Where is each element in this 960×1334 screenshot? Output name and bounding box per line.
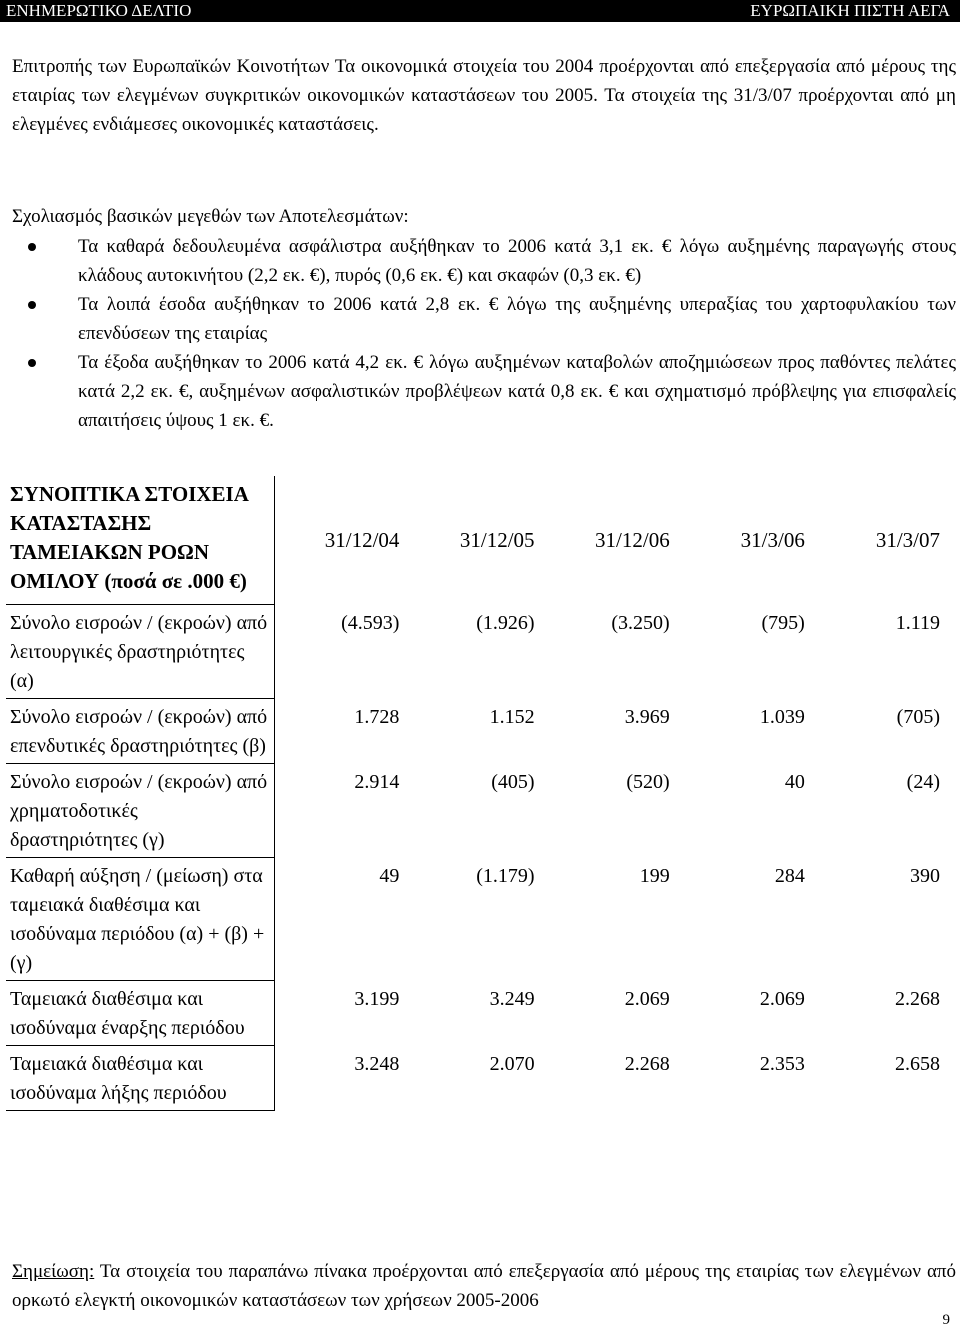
table-cell: 390 <box>910 864 940 887</box>
table-cell: 3.249 <box>489 987 535 1010</box>
table-cell: (520) <box>626 770 670 793</box>
table-cell: (405) <box>491 770 535 793</box>
table-cell: 1.152 <box>489 705 535 728</box>
table-cell: 1.039 <box>759 705 805 728</box>
row-label: Σύνολο εισροών / (εκροών) από επενδυτικές δραστηριότητες (β) <box>6 699 274 764</box>
list-item <box>12 290 956 348</box>
row-label: Σύνολο εισροών / (εκροών) από χρηματοδοτικές δραστηριότητες (γ) <box>6 764 274 858</box>
table-cell: (795) <box>761 611 805 634</box>
table-row <box>6 764 950 858</box>
table-cell: (24) <box>906 770 940 793</box>
table-cell: 40 <box>784 770 805 793</box>
note-text: Τα στοιχεία του παραπάνω πίνακα προέρχονται από επεξεργασία από μέρους της εταιρίας των ελεγμένων από ορκωτό ελεγκτή οικονομικών καταστάσεων των χρήσεων 2005-2006 <box>12 1261 956 1311</box>
column-header: 31/12/06 <box>595 527 670 552</box>
table-cell: (3.250) <box>611 611 670 634</box>
table-cell: 2.069 <box>624 987 670 1010</box>
table-row <box>6 981 950 1046</box>
table-cell: 2.070 <box>489 1052 535 1075</box>
table-cell: 2.069 <box>759 987 805 1010</box>
table-cell: 2.658 <box>895 1052 940 1075</box>
table-row <box>6 605 950 699</box>
table-title: ΣΥΝΟΠΤΙΚΑ ΣΤΟΙΧΕΙΑ ΚΑΤΑΣΤΑΣΗΣ ΤΑΜΕΙΑΚΩΝ ΡΟΩΝ ΟΜΙΛΟΥ (ποσά σε .000 €) <box>6 476 274 605</box>
row-label: Σύνολο εισροών / (εκροών) από λειτουργικές δραστηριότητες (α) <box>6 605 274 699</box>
cash-flow-table <box>6 476 950 1111</box>
page-number: 9 <box>942 1312 950 1328</box>
row-label: Ταμειακά διαθέσιμα και ισοδύναμα έναρξης περιόδου <box>6 981 274 1046</box>
table-cell: 2.353 <box>759 1052 805 1075</box>
row-label: Καθαρή αύξηση / (μείωση) στα ταμειακά διαθέσιμα και ισοδύναμα περιόδου (α) + (β) + (γ) <box>6 858 274 981</box>
list-item <box>12 232 956 290</box>
table-cell: 199 <box>639 864 670 887</box>
table-cell: 2.268 <box>624 1052 670 1075</box>
column-header: 31/3/06 <box>740 527 805 552</box>
table-cell: 3.248 <box>354 1052 400 1075</box>
table-cell: (4.593) <box>341 611 400 634</box>
list-item-text: Τα καθαρά δεδουλευμένα ασφάλιστρα αυξήθηκαν το 2006 κατά 3,1 εκ. € λόγω αυξημένης παραγωγής στους κλάδους αυτοκινήτου (2,2 εκ. €), πυρός (0,6 εκ. €) και σκαφών (0,3 εκ. €) <box>78 236 956 286</box>
comments-list <box>12 232 956 435</box>
table-cell: 284 <box>774 864 805 887</box>
list-item-text: Τα έξοδα αυξήθηκαν το 2006 κατά 4,2 εκ. € λόγω αυξημένων καταβολών αποζημιώσεων προς παθόντες πελάτες κατά 2,2 εκ. €, αυξημένων ασφαλιστικών προβλέψεων κατά 0,8 εκ. € και σχηματισμό πρόβλεψης για επισφαλείς απαιτήσεις ύψους 1 εκ. €. <box>78 352 956 431</box>
table-cell: 3.969 <box>624 705 670 728</box>
table-header-row <box>6 476 950 605</box>
comments-heading: Σχολιασμός βασικών μεγεθών των Αποτελεσμάτων: <box>12 206 409 227</box>
table-cell: (1.179) <box>476 864 535 887</box>
table-cell: (705) <box>896 705 940 728</box>
table-cell: 2.268 <box>895 987 940 1010</box>
table-note <box>12 1257 956 1315</box>
bullet-icon <box>28 301 36 309</box>
bullet-icon <box>28 359 36 367</box>
table-row <box>6 699 950 764</box>
table-cell: (1.926) <box>476 611 535 634</box>
table-cell: 49 <box>379 864 400 887</box>
table-cell: 1.728 <box>354 705 400 728</box>
table-cell: 1.119 <box>895 611 940 634</box>
note-label: Σημείωση: <box>12 1261 95 1282</box>
bullet-icon <box>28 243 36 251</box>
column-header: 31/12/04 <box>324 527 400 552</box>
running-header <box>0 0 960 22</box>
table-cell: 2.914 <box>354 770 400 793</box>
column-header: 31/12/05 <box>459 527 535 552</box>
header-right-title: ΕΥΡΩΠΑΙΚΗ ΠΙΣΤΗ ΑΕΓΑ <box>750 1 950 20</box>
intro-paragraph: Επιτροπής των Ευρωπαϊκών Κοινοτήτων Τα οικονομικά στοιχεία του 2004 προέρχονται από επεξεργασία από μέρους της εταιρίας των ελεγμένων συγκριτικών οικονομικών καταστάσεων του 2005. Τα στοιχεία της 31/3/07 προέρχονται από μη ελεγμένες ενδιάμεσες οικονομικές καταστάσεις. <box>12 56 956 135</box>
table-row <box>6 1046 950 1111</box>
list-item <box>12 348 956 435</box>
list-item-text: Τα λοιπά έσοδα αυξήθηκαν το 2006 κατά 2,8 εκ. € λόγω της αυξημένης υπεραξίας του χαρτοφυλακίου των επενδύσεων της εταιρίας <box>78 294 956 344</box>
column-header: 31/3/07 <box>875 527 940 552</box>
row-label: Ταμειακά διαθέσιμα και ισοδύναμα λήξης περιόδου <box>6 1046 274 1111</box>
table-row <box>6 858 950 981</box>
table-cell: 3.199 <box>354 987 400 1010</box>
header-left-title: ΕΝΗΜΕΡΩΤΙΚΟ ΔΕΛΤΙΟ <box>6 1 192 20</box>
